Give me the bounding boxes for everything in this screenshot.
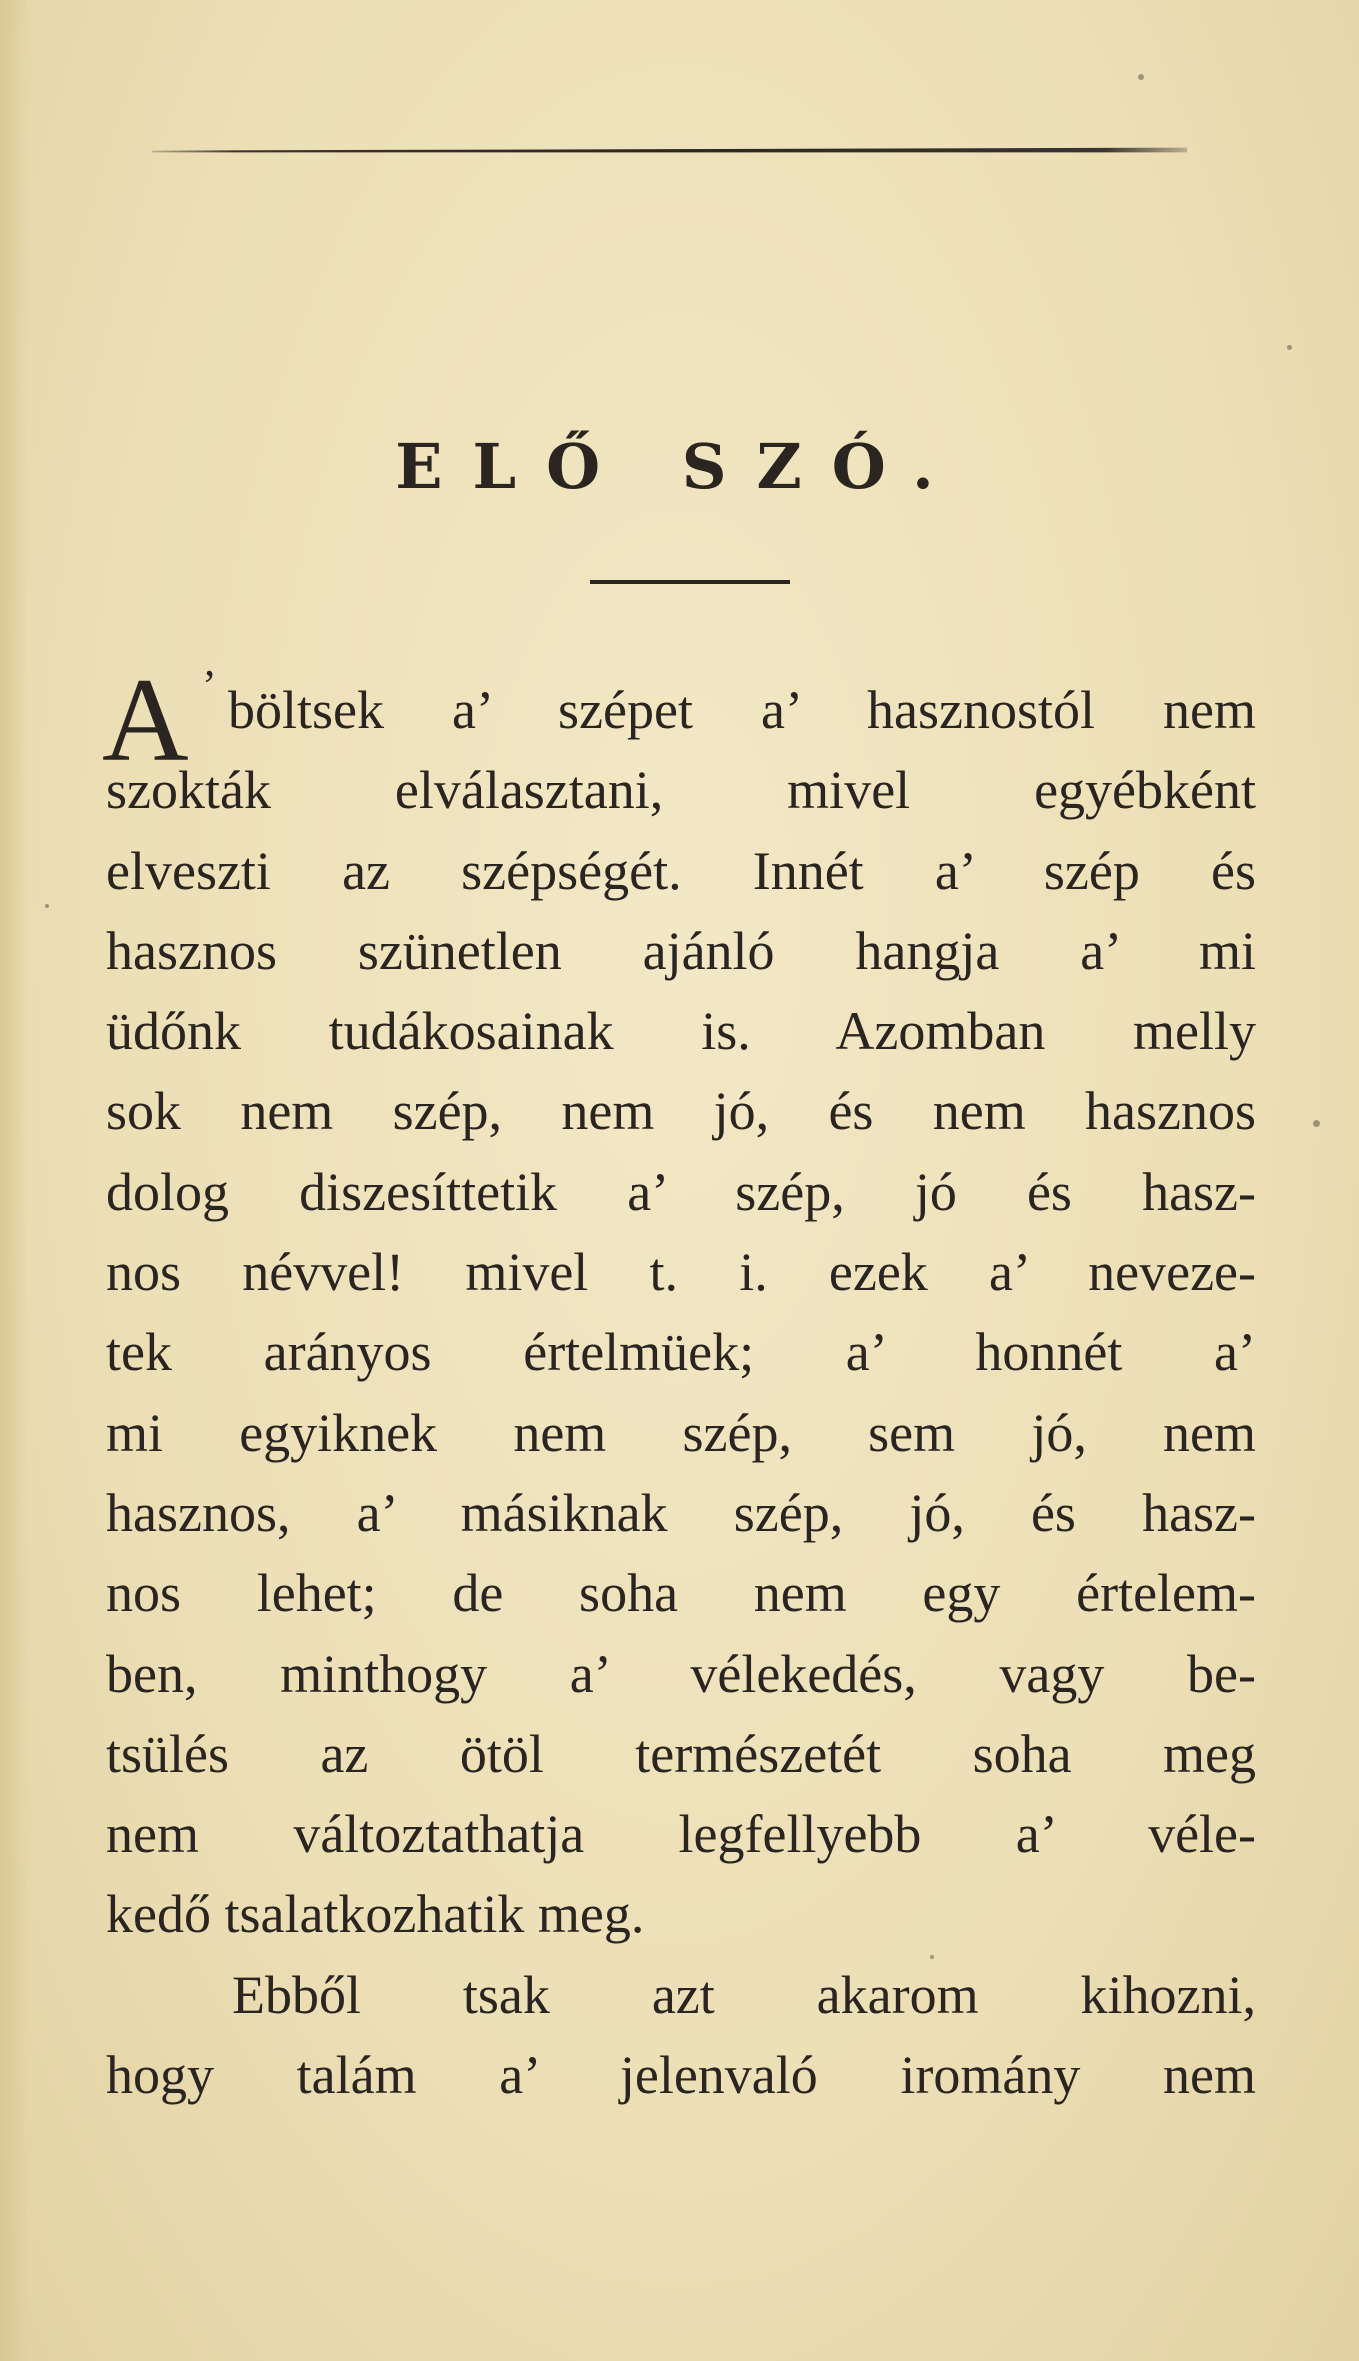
text-line: mi egyiknek nem szép, sem jó, nem — [106, 1402, 1256, 1463]
paper-speck — [1287, 345, 1292, 350]
text-line: tek arányos értelmüek; a’ honnét a’ — [106, 1322, 1256, 1383]
body-text — [106, 670, 1256, 2115]
text-line: Ebből tsak azt akarom kihozni, — [232, 1964, 1256, 2025]
text-line: hasznos szünetlen ajánló hangja a’ mi — [106, 920, 1256, 981]
text-line: üdőnk tudákosainak is. Azomban melly — [106, 1001, 1256, 1062]
paper-speck — [1313, 1120, 1320, 1127]
text-line: ben, minthogy a’ vélekedés, vagy be- — [106, 1643, 1256, 1704]
paper-speck — [930, 1955, 934, 1959]
paper-speck — [1138, 74, 1144, 80]
text-line: nos lehet; de soha nem egy értelem- — [106, 1563, 1256, 1624]
text-line: dolog diszesíttetik a’ szép, jó és hasz- — [106, 1161, 1256, 1222]
page-edge-shadow — [0, 0, 28, 2361]
text-line: kedő tsalatkozhatik meg. — [106, 1884, 645, 1945]
top-rule — [152, 144, 1187, 156]
drop-cap-apostrophe: ’ — [202, 661, 217, 710]
text-line: szokták elválasztani, mivel egyébként — [106, 760, 1256, 821]
text-line: nem változtathatja legfellyebb a’ véle- — [106, 1804, 1256, 1865]
text-line: tsülés az ötöl természetét soha meg — [106, 1723, 1256, 1784]
page-heading: ELŐ SZÓ. — [395, 430, 964, 503]
text-line: nos névvel! mivel t. i. ezek a’ neveze- — [106, 1242, 1256, 1303]
paper-speck — [45, 904, 49, 908]
text-line: böltsek a’ szépet a’ hasznostól nem — [228, 680, 1256, 740]
drop-cap: A — [102, 653, 189, 786]
text-line: elveszti az szépségét. Innét a’ szép és — [106, 840, 1256, 901]
heading-rule — [590, 580, 790, 584]
text-line: hogy talám a’ jelenvaló iromány nem — [106, 2045, 1256, 2106]
text-line: hasznos, a’ másiknak szép, jó, és hasz- — [106, 1482, 1256, 1543]
text-line: sok nem szép, nem jó, és nem hasznos — [106, 1081, 1256, 1142]
